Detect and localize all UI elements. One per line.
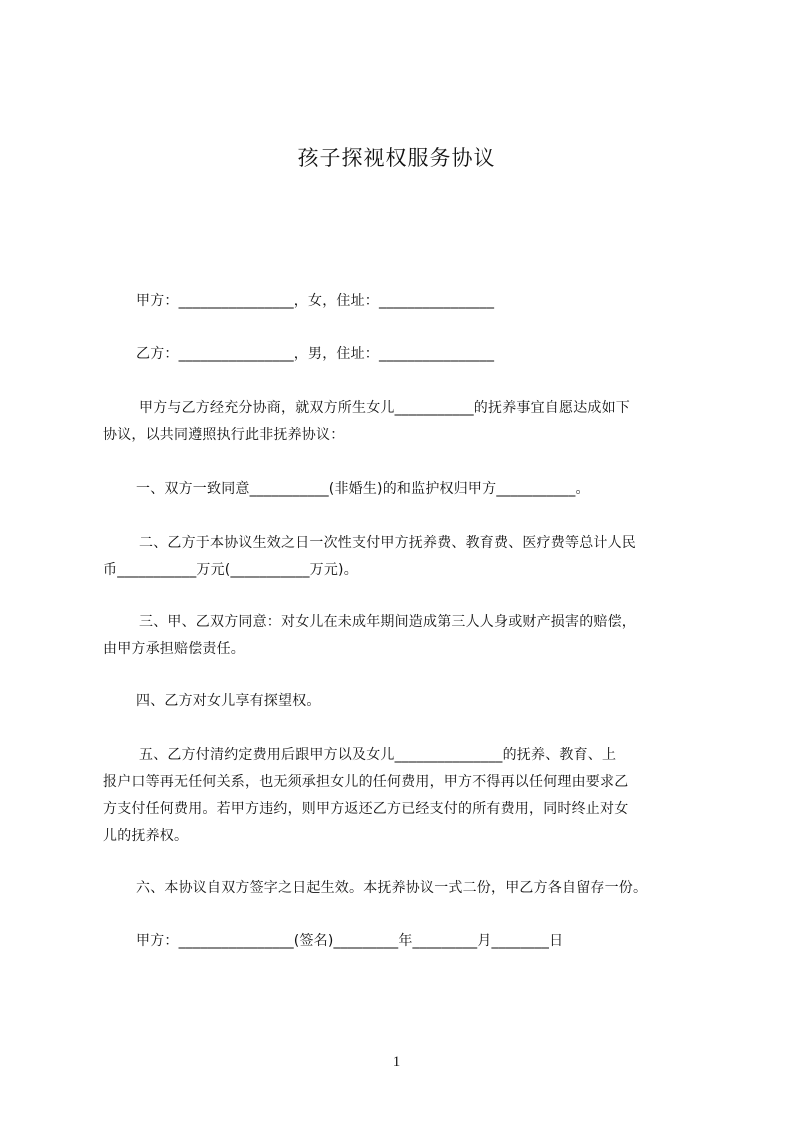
clause-5-line-3: 方支付任何费用。若甲方违约，则甲方返还乙方已经支付的所有费用，同时终止对女 <box>103 801 629 817</box>
clause-2-line-1: 二、乙方于本协议生效之日一次性支付甲方抚养费、教育费、医疗费等总计人民 <box>139 535 636 551</box>
document-title: 孩子探视权服务协议 <box>297 146 496 170</box>
clause-4: 四、乙方对女儿享有探望权。 <box>136 693 321 709</box>
intro-line-1: 甲方与乙方经充分协商，就双方所生女儿___________的抚养事宜自愿达成如下 <box>139 400 630 416</box>
clause-2-line-2: 币___________万元(___________万元)。 <box>103 562 358 578</box>
clause-6: 六、本协议自双方签字之日起生效。本抚养协议一式二份，甲乙方各自留存一份。 <box>136 880 648 896</box>
clause-3-line-2: 由甲方承担赔偿责任。 <box>103 641 245 657</box>
signature-line: 甲方：________________(签名)_________年_________月________日 <box>136 933 564 949</box>
clause-1: 一、双方一致同意___________(非婚生)的和监护权归甲方___________。 <box>136 481 590 497</box>
party-a-line: 甲方：________________，女，住址：________________ <box>136 293 495 309</box>
clause-5-line-1: 五、乙方付清约定费用后跟甲方以及女儿_______________的抚养、教育、上 <box>139 747 617 763</box>
party-b-line: 乙方：________________，男，住址：________________ <box>136 346 495 362</box>
clause-5-line-2: 报户口等再无任何关系，也无须承担女儿的任何费用，甲方不得再以任何理由要求乙 <box>103 774 629 790</box>
clause-3-line-1: 三、甲、乙双方同意：对女儿在未成年期间造成第三人人身或财产损害的赔偿， <box>139 614 636 630</box>
clause-5-line-4: 儿的抚养权。 <box>103 828 189 844</box>
page-number: 1 <box>392 1054 401 1070</box>
intro-line-2: 协议，以共同遵照执行此非抚养协议： <box>103 427 345 443</box>
